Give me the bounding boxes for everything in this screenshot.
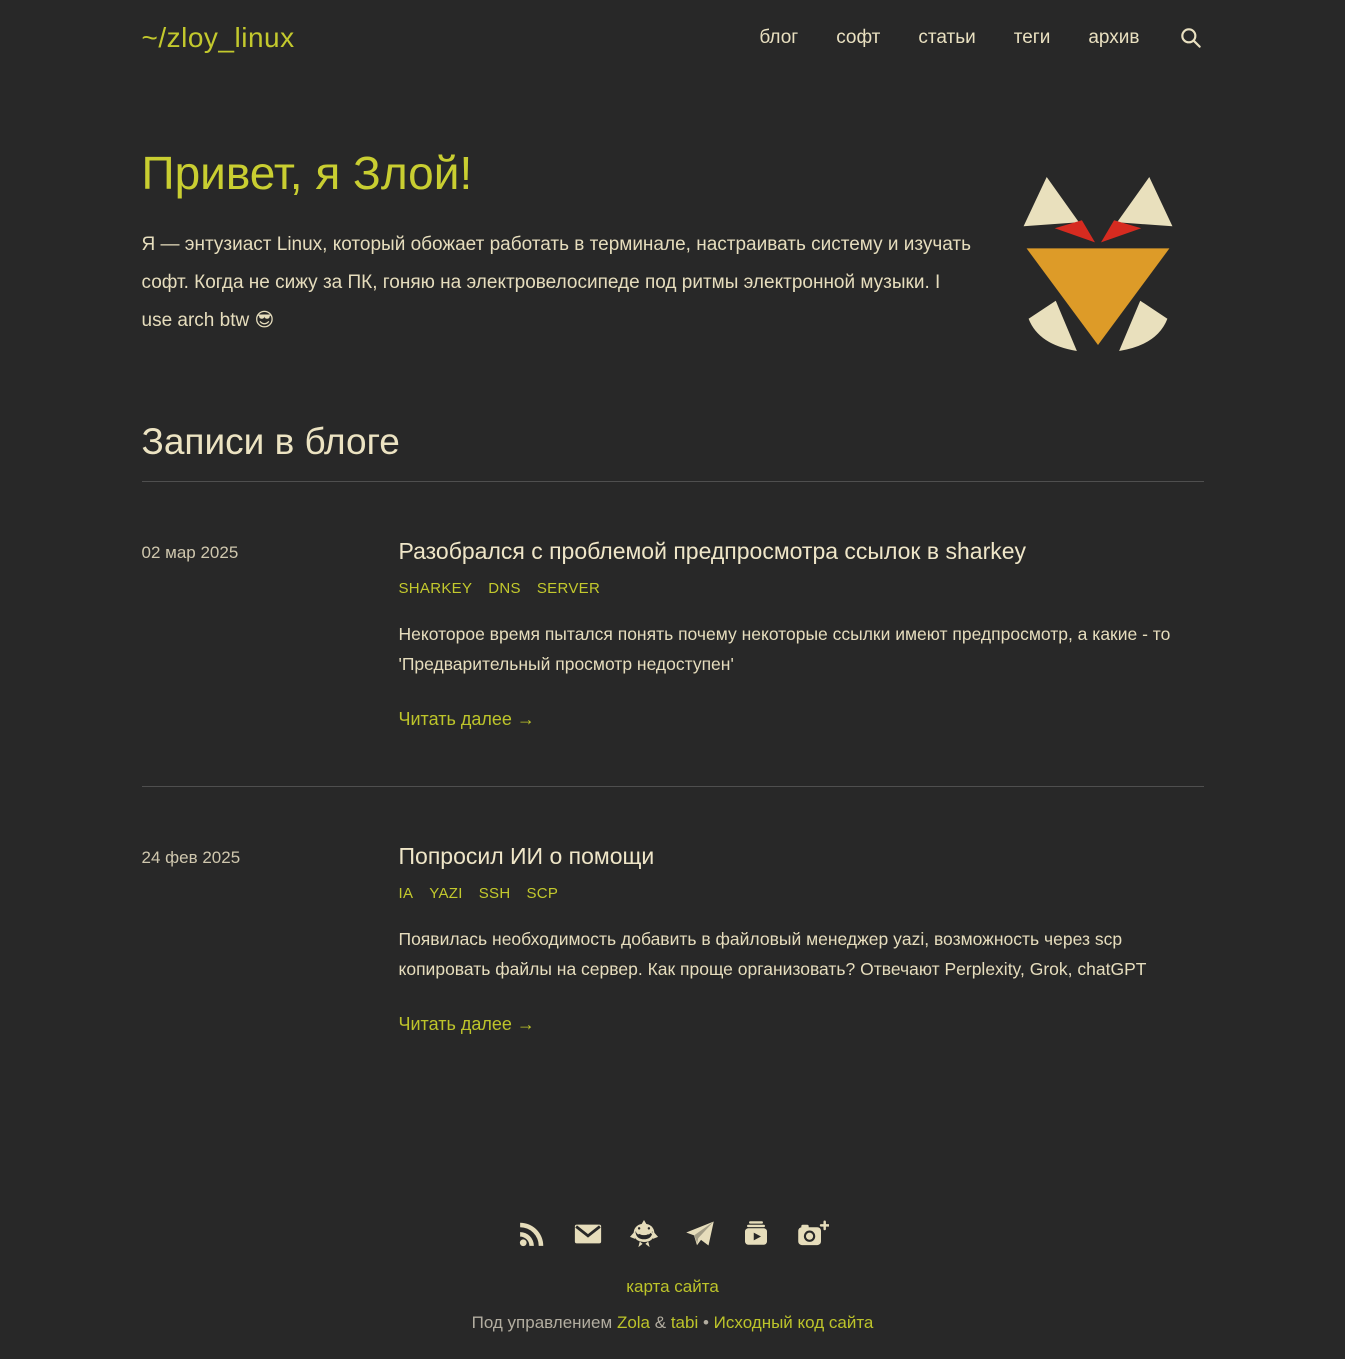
site-title-link[interactable]: ~/zloy_linux — [141, 22, 295, 53]
nav-item-soft[interactable]: софт — [836, 27, 881, 48]
blog-post — [142, 482, 1204, 786]
read-more-link[interactable]: Читать далее → — [398, 709, 535, 729]
site-footer — [142, 1219, 1204, 1359]
sharkey-icon[interactable] — [629, 1219, 659, 1249]
post-body — [399, 538, 1204, 730]
tabi-link[interactable]: tabi — [670, 1313, 699, 1332]
blog-post — [142, 786, 1204, 1091]
social-icons-row — [142, 1219, 1204, 1249]
post-excerpt: Появилась необходимость добавить в файловый менеджер yazi, возможность через scp копировать файлы на сервер. Как проще организовать? Отвечают Perplexity, Grok, chatGPT — [398, 929, 1147, 979]
angry-fox-logo-icon — [1020, 176, 1176, 357]
powered-prefix: Под управлением — [471, 1313, 613, 1332]
post-title-link[interactable]: Разобрался с проблемой предпросмотра ссылок в sharkey — [398, 538, 1027, 564]
rss-icon[interactable] — [517, 1219, 547, 1249]
tag-link[interactable]: SERVER — [536, 580, 601, 597]
hero-text — [142, 146, 972, 357]
telegram-icon[interactable] — [685, 1219, 715, 1249]
hero-title: Привет, я Злой! — [141, 147, 473, 199]
post-date: 02 мар 2025 — [141, 543, 239, 562]
tag-link[interactable]: DNS — [488, 580, 521, 597]
blog-section-title: Записи в блоге — [141, 421, 400, 462]
post-title — [399, 843, 1204, 870]
nav-item-archive[interactable]: архив — [1088, 27, 1140, 48]
zola-link[interactable]: Zola — [616, 1313, 651, 1332]
hero-bio: Я — энтузиаст Linux, который обожает работать в терминале, настраивать систему и изучать софт. Когда не сижу за ПК, гоняю на электровелосипеде под ритмы электронной музыки. I use arch btw 😎 — [141, 234, 971, 331]
nav-item-articles[interactable]: статьи — [918, 27, 976, 48]
post-excerpt: Некоторое время пытался понять почему некоторые ссылки имеют предпросмотр, а какие - то 'Предварительный просмотр недоступен' — [398, 624, 1171, 674]
tag-link[interactable]: SSH — [478, 885, 511, 902]
post-title-link[interactable]: Попросил ИИ о помощи — [398, 843, 655, 869]
tag-link[interactable]: SCP — [526, 885, 559, 902]
post-tags — [399, 885, 1204, 902]
powered-by — [142, 1313, 1204, 1333]
email-icon[interactable] — [573, 1219, 603, 1249]
tag-link[interactable]: IA — [398, 885, 414, 902]
post-title — [399, 538, 1204, 565]
video-channel-icon[interactable] — [741, 1219, 771, 1249]
post-body — [399, 843, 1204, 1035]
separator-dot: • — [702, 1313, 709, 1332]
site-header — [142, 0, 1204, 54]
tag-link[interactable]: SHARKEY — [398, 580, 473, 597]
camera-plus-icon[interactable] — [797, 1220, 829, 1248]
hero-section — [142, 146, 1204, 357]
nav-item-tags[interactable]: теги — [1013, 27, 1051, 48]
post-date: 24 фев 2025 — [141, 848, 241, 867]
blog-section — [142, 421, 1204, 1091]
source-code-link[interactable]: Исходный код сайта — [713, 1313, 874, 1332]
main-nav — [759, 25, 1203, 51]
read-more-link[interactable]: Читать далее → — [398, 1014, 535, 1034]
sitemap-link[interactable]: карта сайта — [626, 1277, 719, 1296]
ampersand: & — [654, 1313, 667, 1332]
tag-link[interactable]: YAZI — [429, 885, 463, 902]
search-icon[interactable] — [1178, 25, 1204, 51]
nav-item-blog[interactable]: блог — [759, 27, 799, 48]
post-tags — [399, 580, 1204, 597]
